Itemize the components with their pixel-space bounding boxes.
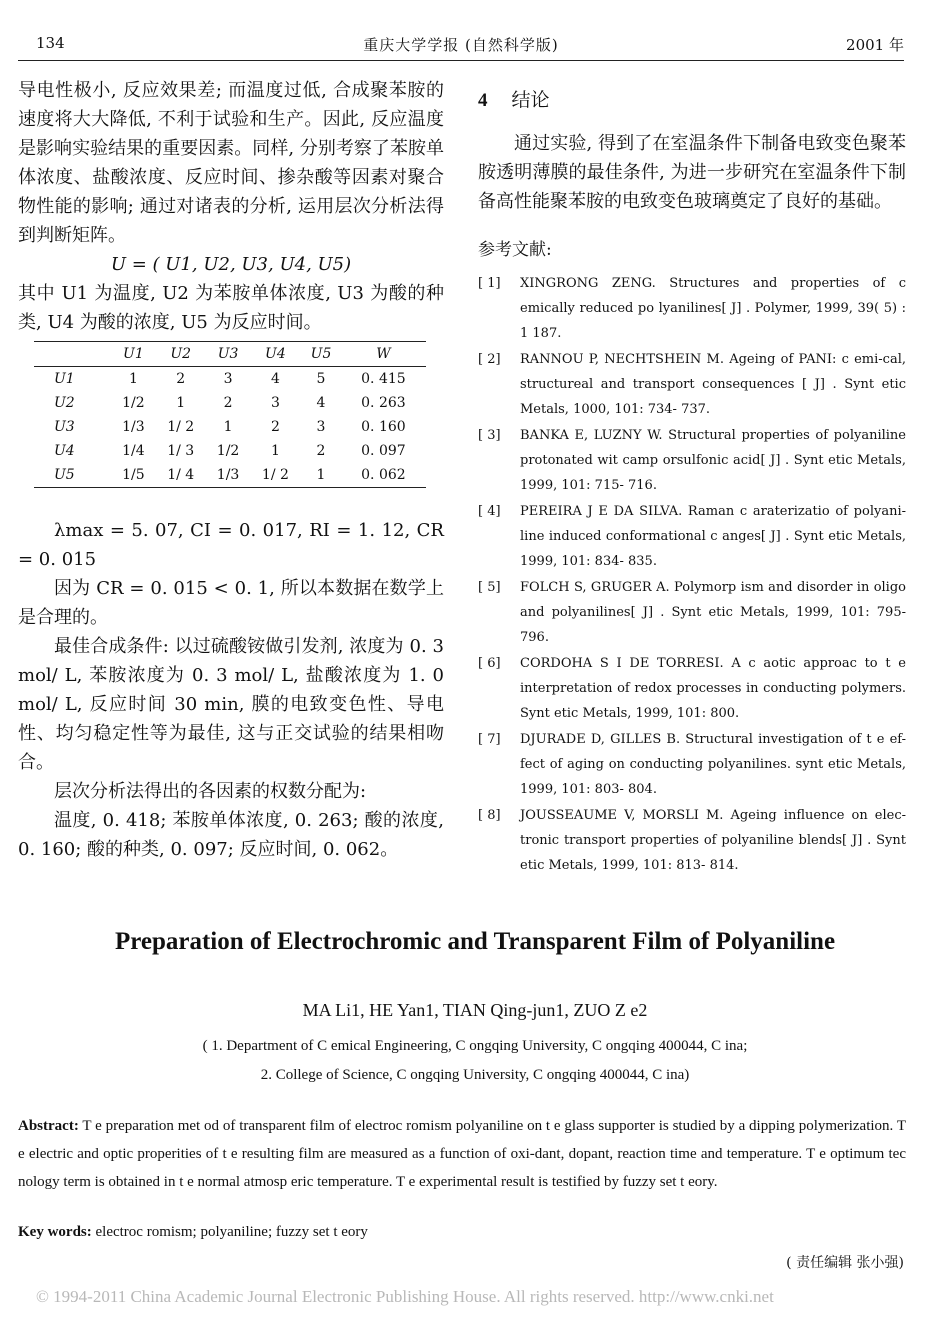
body-paragraph: 温度, 0. 418; 苯胺单体浓度, 0. 263; 酸的浓度, 0. 160; 酸的种类, 0. 097; 反应时间, 0. 062。 (18, 810, 444, 860)
variable-definitions: 其中 U1 为温度, U2 为苯胺单体浓度, U3 为酸的种类, U4 为酸的浓度, U5 为反应时间。 (18, 283, 444, 333)
body-paragraph: 导电性极小, 反应效果差; 而温度过低, 合成聚苯胺的速度将大大降低, 不利于试验和生产。因此, 反应温度是影响实验结果的重要因素。同样, 分别考察了苯胺单体浓度、盐酸浓度、反应时间、掺杂酸等因素对聚合物性能的影响; 通过对诸表的分析, 运用层次分析法得到判断矩阵。 (18, 80, 444, 246)
table-cell: 3 (270, 395, 280, 411)
table-cell: 0. 263 (361, 395, 406, 411)
table-cell: 3 (223, 371, 233, 387)
right-column (478, 86, 906, 879)
table-cell: 1 (270, 443, 280, 459)
table-cell: 1 (176, 395, 186, 411)
reference-item (478, 499, 906, 574)
reference-text: DJURADE D, GILLES B. Structural investigation of t e ef-fect of aging on conducting polyanilines. synt etic Metals, 1999, 101: 803- 804. (520, 732, 906, 797)
table-cell: 4 (316, 395, 326, 411)
body-paragraph: 因为 CR = 0. 015 < 0. 1, 所以本数据在数学上是合理的。 (18, 578, 444, 628)
table-cell: 1/2 (216, 443, 240, 459)
reference-number: [ 2] (478, 352, 501, 367)
responsible-editor: ( 责任编辑 张小强) (786, 1255, 904, 1271)
abstract-text: T e preparation met od of transparent film of electroc romism polyaniline on t e glass supporter is studied by a dipping polymerization. T e electric and optic properities of t e resulting film are measured as a function of oxi-dant, dopant, reaction time and temperature. T e optimum tec nology term is obtained in t e normal atmosp eric temperature. T e experimental result is testified by fuzzy set t eory. (18, 1118, 906, 1190)
table-row (34, 391, 426, 415)
affiliation-line: 2. College of Science, C ongqing University, C ongqing 400044, C ina) (260, 1067, 690, 1083)
english-affiliations (0, 1032, 950, 1090)
table-header-cell: U2 (155, 342, 207, 367)
body-paragraph: 层次分析法得出的各因素的权数分配为: (54, 781, 367, 802)
body-paragraph: 最佳合成条件: 以过硫酸铵做引发剂, 浓度为 0. 3 mol/ L, 苯胺浓度为 0. 3 mol/ L, 盐酸浓度为 1. 0 mol/ L, 反应时间 30 min, 膜的电致变色性、导电性、均匀稳定性等为最佳, 这与正交试验的结果相吻合。 (18, 636, 444, 773)
table-cell: 0. 415 (361, 371, 406, 387)
reference-text: RANNOU P, NECHTSHEIN M. Ageing of PANI: c emi-cal, structureal and transport consequences [ J] . Synt etic Metals, 1000, 101: 734- 737. (520, 352, 906, 417)
consistency-indices: λmax = 5. 07, CI = 0. 017, RI = 1. 12, CR = 0. 015 (18, 520, 444, 570)
reference-item (478, 651, 906, 726)
reference-number: [ 7] (478, 732, 501, 747)
table-cell: 2 (223, 395, 233, 411)
section-heading (478, 86, 906, 115)
table-header-cell: U5 (301, 342, 341, 367)
reference-item (478, 271, 906, 346)
table-row (34, 367, 426, 392)
english-abstract (18, 1112, 906, 1196)
left-column (18, 76, 444, 864)
reference-text: JOUSSEAUME V, MORSLI M. Ageing influence on elec-tronic transport properties of polyaniline blends[ J] . Synt etic Metals, 1999, 101: 813- 814. (520, 808, 906, 873)
judgment-matrix-table (34, 341, 426, 488)
reference-text: PEREIRA J E DA SILVA. Raman c araterizatio of polyani-line induced conformational c anges[ J] . Synt etic Metals, 1999, 101: 834- 835. (520, 504, 906, 569)
section-number: 4 (478, 90, 488, 111)
header-rule (18, 60, 904, 61)
reference-item (478, 803, 906, 878)
row-header-cell: U2 (54, 395, 75, 411)
table-cell: 1 (223, 419, 233, 435)
reference-number: [ 1] (478, 276, 501, 291)
reference-text: FOLCH S, GRUGER A. Polymorp ism and disorder in oligo and polyanilines[ J] . Synt etic Metals, 1999, 101: 795- 796. (520, 580, 906, 645)
english-authors: MA Li1, HE Yan1, TIAN Qing-jun1, ZUO Z e2 (302, 1000, 648, 1020)
table-cell: 1 (301, 463, 341, 488)
journal-name: 重庆大学学报 (自然科学版) (363, 36, 559, 54)
table-cell: 4 (270, 371, 280, 387)
table-row (34, 415, 426, 439)
row-header-cell: U5 (34, 463, 112, 488)
abstract-label: Abstract: (18, 1118, 79, 1134)
table-cell: 1/3 (122, 419, 145, 435)
table-cell: 0. 160 (361, 419, 406, 435)
reference-number: [ 5] (478, 580, 501, 595)
table-cell: 1/5 (112, 463, 155, 488)
table-row (34, 439, 426, 463)
table-header-cell: U3 (207, 342, 250, 367)
table-header-cell: U1 (112, 342, 155, 367)
publication-year: 2001 年 (846, 36, 904, 54)
table-cell: 1/2 (122, 395, 145, 411)
section-title: 结论 (511, 89, 550, 111)
reference-number: [ 8] (478, 808, 501, 823)
table-cell: 2 (270, 419, 280, 435)
table-cell: 3 (316, 419, 326, 435)
table-cell: 5 (316, 371, 326, 387)
table-cell: 1/ 2 (167, 419, 195, 435)
reference-list (478, 271, 906, 878)
reference-item (478, 423, 906, 498)
row-header-cell: U3 (54, 419, 75, 435)
row-header-cell: U1 (54, 371, 75, 387)
page-number: 134 (36, 34, 65, 52)
conclusion-paragraph: 通过实验, 得到了在室温条件下制备电致变色聚苯胺透明薄膜的最佳条件, 为进一步研究在室温条件下制备高性能聚苯胺的电致变色玻璃奠定了良好的基础。 (478, 133, 906, 212)
english-keywords (18, 1224, 906, 1241)
reference-number: [ 4] (478, 504, 501, 519)
table-cell: 1/4 (122, 443, 145, 459)
table-cell: 1/ 4 (155, 463, 207, 488)
reference-text: CORDOHA S I DE TORRESI. A c aotic approac to t e interpretation of redox processes in conducting polymers. Synt etic Metals, 1999, 101: 800. (520, 656, 906, 721)
table-cell: 0. 097 (361, 443, 406, 459)
table-cell: 1/ 2 (250, 463, 302, 488)
reference-text: XINGRONG ZENG. Structures and properties of c emically reduced po lyanilines[ J] . Polymer, 1999, 39( 5) : 1 187. (520, 276, 906, 341)
reference-item (478, 575, 906, 650)
reference-item (478, 347, 906, 422)
table-header-cell (34, 342, 112, 367)
row-header-cell: U4 (54, 443, 75, 459)
reference-number: [ 6] (478, 656, 501, 671)
table-header-cell: U4 (250, 342, 302, 367)
table-cell: 2 (316, 443, 326, 459)
table-header-row (34, 342, 426, 367)
table-cell: 1/3 (207, 463, 250, 488)
english-title: Preparation of Electrochromic and Transparent Film of Polyaniline (114, 928, 836, 955)
table-cell: 0. 062 (341, 463, 426, 488)
table-cell: 2 (176, 371, 186, 387)
table-header-cell: W (341, 342, 426, 367)
table-cell: 1 (128, 371, 138, 387)
reference-item (478, 727, 906, 802)
keywords-text: electroc romism; polyaniline; fuzzy set t eory (95, 1224, 368, 1240)
reference-text: BANKA E, LUZNY W. Structural properties of polyaniline protonated wit camp orsulfonic acid[ J] . Synt etic Metals, 1999, 101: 715- 716. (520, 428, 906, 493)
table-cell: 1/ 3 (167, 443, 195, 459)
table-row (34, 463, 426, 488)
keywords-label: Key words: (18, 1224, 92, 1240)
running-header (18, 30, 904, 58)
copyright-notice: © 1994-2011 China Academic Journal Electronic Publishing House. All rights reserved. http://www.cnki.net (36, 1287, 774, 1306)
references-heading: 参考文献: (478, 240, 552, 260)
judgment-matrix-formula: U = ( U1, U2, U3, U4, U5) (110, 254, 352, 275)
reference-number: [ 3] (478, 428, 501, 443)
affiliation-line: ( 1. Department of C emical Engineering, C ongqing University, C ongqing 400044, C ina; (202, 1038, 748, 1054)
